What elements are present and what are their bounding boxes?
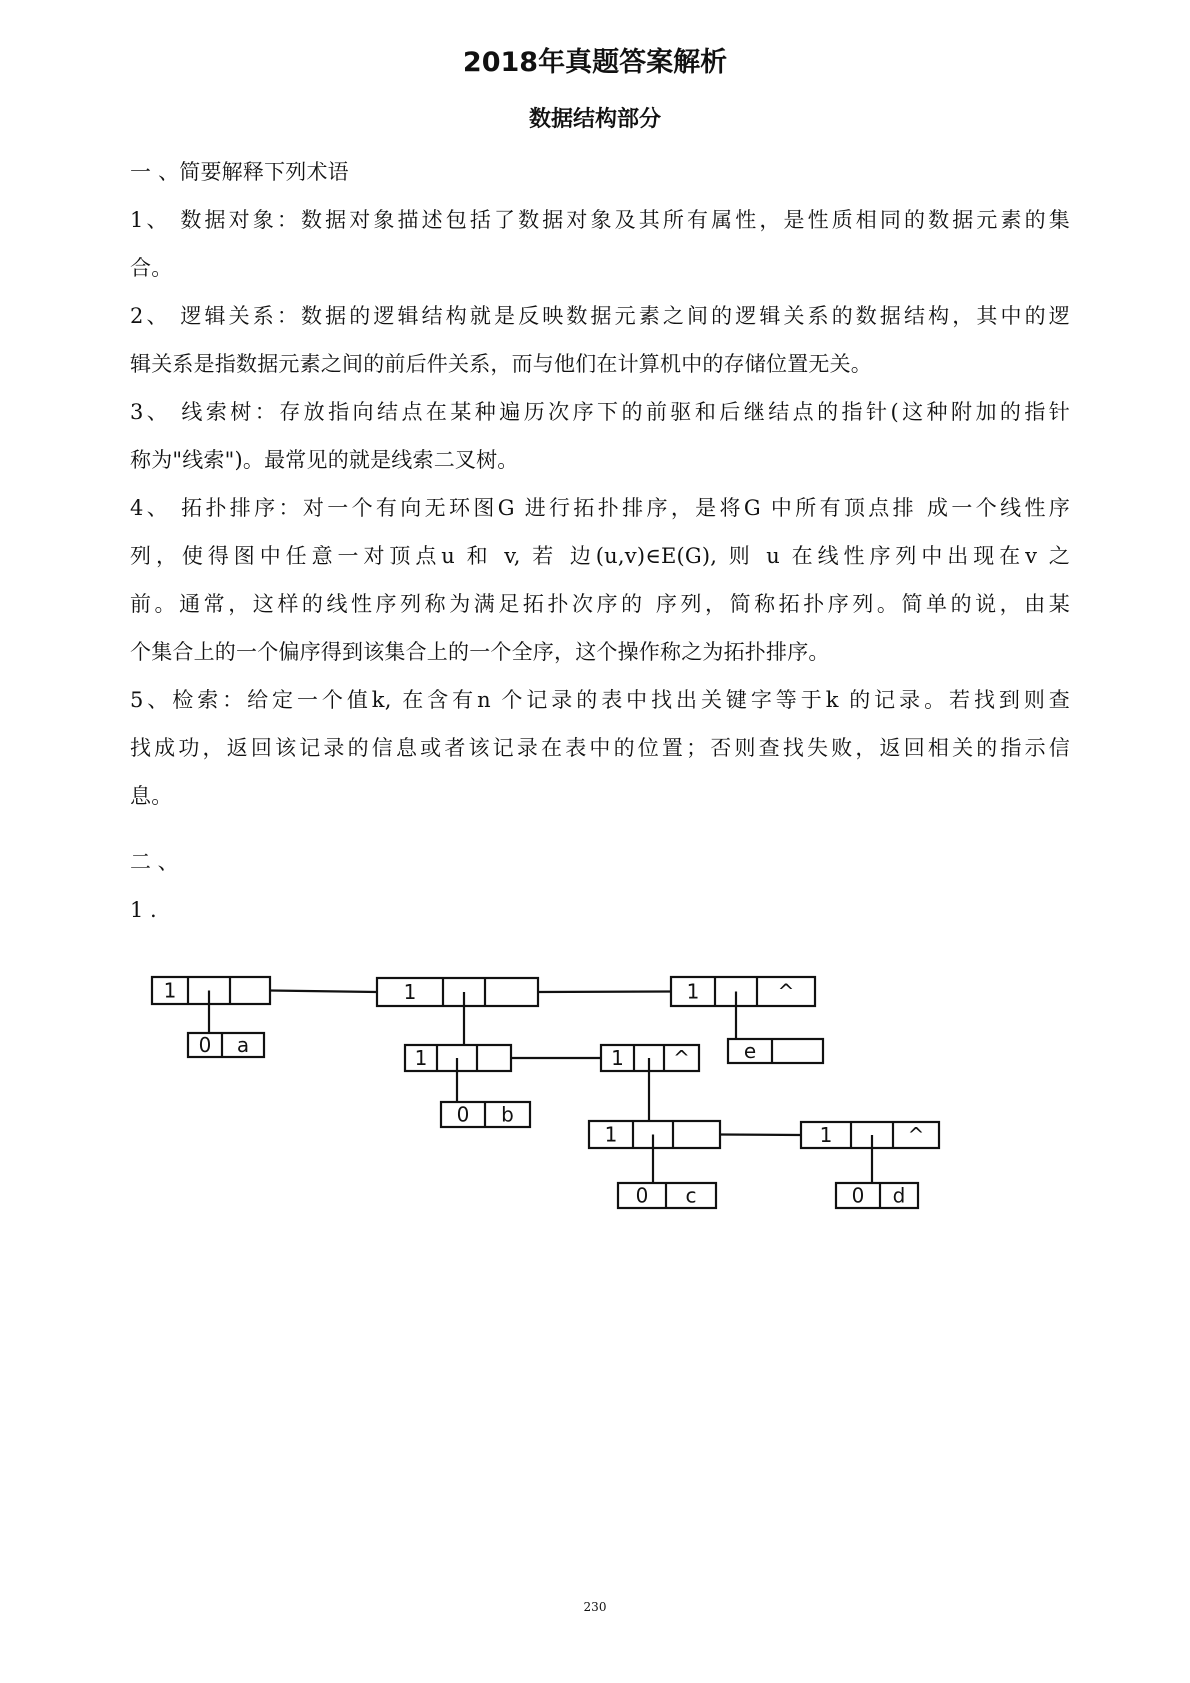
paragraph-line: 3、 线索树：存放指向结点在某种遍历次序下的前驱和后继结点的指针(这种附加的指针 — [130, 400, 1070, 424]
paragraph-line: 找成功，返回该记录的信息或者该记录在表中的位置；否则查找失败，返回相关的指示信 — [130, 736, 1070, 760]
paragraph-line: 合。 — [130, 256, 173, 280]
list-node-b — [441, 1102, 530, 1127]
paragraph-line: 1、 数据对象：数据对象描述包括了数据对象及其所有属性，是性质相同的数据元素的集 — [130, 208, 1070, 232]
paragraph-line: 个集合上的一个偏序得到该集合上的一个全序，这个操作称之为拓扑排序。 — [130, 640, 830, 664]
page-title: 2018年真题答案解析 — [462, 47, 728, 78]
node-box — [728, 1039, 823, 1063]
section-1-heading: 一 、简要解释下列术语 — [130, 160, 349, 184]
cell-label: ^ — [777, 979, 795, 1004]
cell-label: a — [236, 1033, 250, 1057]
node-box — [377, 978, 538, 1006]
tail-link — [538, 992, 671, 993]
cell-label: 1 — [686, 979, 700, 1004]
cell-label: d — [892, 1183, 906, 1208]
paragraph-line: 称为"线索")。最常见的就是线索二叉树。 — [130, 448, 519, 472]
section-subtitle: 数据结构部分 — [528, 107, 661, 132]
generalized-list-diagram — [0, 930, 1190, 1230]
list-node-d — [836, 1183, 918, 1208]
section-1 — [130, 148, 1070, 820]
cell-label: 0 — [198, 1033, 212, 1057]
paragraph-line: 2、 逻辑关系：数据的逻辑结构就是反映数据元素之间的逻辑关系的数据结构，其中的逻 — [130, 304, 1070, 328]
cell-label: 1 — [819, 1123, 833, 1147]
list-node-a — [188, 1033, 264, 1057]
cell-label: 1 — [611, 1046, 624, 1070]
cell-label: 1 — [414, 1046, 428, 1070]
list-node-c — [618, 1183, 716, 1208]
cell-label: b — [501, 1102, 514, 1127]
list-node-n6 — [589, 1121, 720, 1148]
tail-link — [270, 991, 377, 993]
page-number: 230 — [583, 1600, 607, 1614]
question-1-label: 1 . — [130, 898, 157, 922]
cell-label: ^ — [907, 1123, 925, 1147]
cell-label: c — [685, 1183, 697, 1208]
cell-label: 0 — [851, 1183, 865, 1208]
cell-label: e — [743, 1039, 757, 1063]
paragraph-line: 息。 — [130, 784, 173, 808]
node-box — [836, 1183, 918, 1208]
cell-label: 1 — [604, 1122, 618, 1147]
list-node-n7 — [801, 1122, 939, 1148]
list-node-n1 — [152, 977, 270, 1004]
cell-label: 1 — [403, 980, 417, 1004]
tail-link — [720, 1135, 801, 1136]
list-node-e — [728, 1039, 823, 1063]
cell-label: ^ — [673, 1046, 690, 1070]
cell-label: 0 — [635, 1183, 649, 1208]
cell-label: 0 — [456, 1102, 470, 1127]
paragraph-line: 列，使得图中任意一对顶点u 和 v, 若 边(u,v)∈E(G), 则 u 在线性序列中出现在v 之 — [130, 544, 1070, 568]
cell-label: 1 — [163, 978, 177, 1003]
paragraph-line: 辑关系是指数据元素之间的前后件关系，而与他们在计算机中的存储位置无关。 — [130, 352, 872, 376]
list-node-n2 — [377, 978, 538, 1006]
list-node-n3 — [671, 977, 815, 1006]
paragraph-line: 4、 拓扑排序：对一个有向无环图G 进行拓扑排序，是将G 中所有顶点排 成一个线性序 — [130, 496, 1070, 520]
paragraph-line: 前。通常，这样的线性序列称为满足拓扑次序的 序列，简称拓扑序列。简单的说，由某 — [130, 592, 1070, 616]
paragraph-line: 5、检索：给定一个值k, 在含有n 个记录的表中找出关键字等于k 的记录。若找到则查 — [130, 688, 1070, 712]
section-2-heading: 二 、 — [130, 850, 179, 874]
